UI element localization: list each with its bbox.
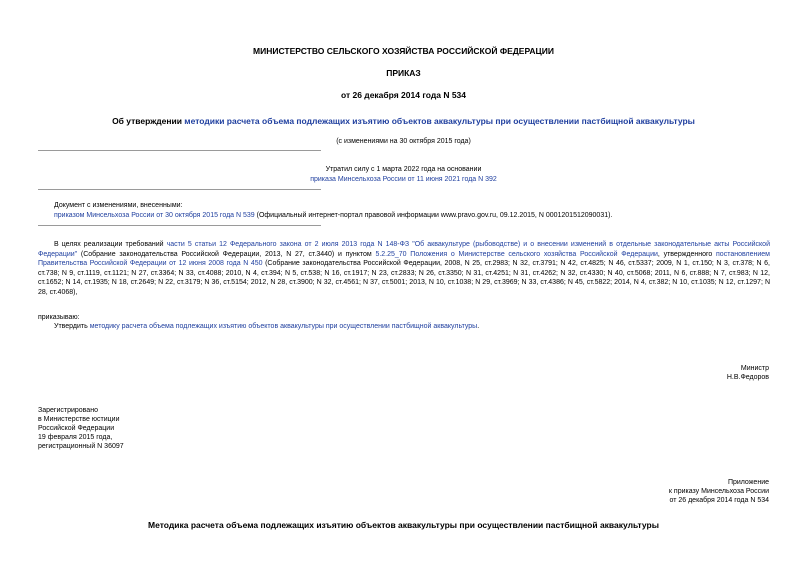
changes-order-link[interactable]: приказом Минсельхоза России от 30 октября 2015 года N 539	[54, 212, 255, 219]
separator-line	[38, 150, 321, 151]
document-title	[0, 116, 807, 126]
signature-title: Министр	[740, 365, 769, 372]
order-word: приказываю:	[38, 314, 80, 321]
signature-block	[727, 364, 769, 382]
revision-note: (с изменениями на 30 октября 2015 года)	[336, 138, 471, 145]
approve-methodology-link[interactable]: методику расчета объема подлежащих изъятию объектов аквакультуры при осуществлении пастбищной аквакультуры	[89, 323, 478, 330]
changes-label: Документ с изменениями, внесенными:	[54, 202, 183, 209]
title-prefix: Об утверждении	[112, 116, 185, 126]
regulation-clause-link[interactable]: 5.2.25_70 Положения о Министерстве сельского хозяйства Российской Федерации	[375, 250, 658, 258]
registration-line: 19 февраля 2015 года,	[38, 434, 113, 441]
registration-line: Зарегистрировано	[38, 407, 98, 414]
registration-block	[38, 406, 124, 451]
preamble-text-c: , утвержденного	[657, 250, 717, 258]
appendix-line: к приказу Минсельхоза России	[668, 488, 769, 495]
lost-force-text: Утратил силу с 1 марта 2022 года на основании	[325, 166, 482, 173]
date-number-heading: от 26 декабря 2014 года N 534	[340, 90, 467, 100]
signature-name: Н.В.Федоров	[726, 374, 769, 381]
preamble-text-a: В целях реализации требований	[54, 241, 167, 248]
federal-law-link[interactable]: части 5 статьи 12 Федерального закона от 2 июля 2013 года N 148-ФЗ "Об аквакультуре (рыбоводстве) и о внесении изменений в отдельные законодательные акты Российской Федерации"	[38, 241, 770, 258]
changes-entry	[54, 211, 774, 220]
lost-force-order-link[interactable]: приказа Минсельхоза России от 11 июня 2021 года N 392	[310, 176, 497, 183]
registration-line: Российской Федерации	[38, 425, 115, 432]
lost-force-order-link-wrap	[0, 175, 807, 184]
separator-line	[38, 189, 321, 190]
government-decree-link[interactable]: постановлением Правительства Российской Федерации от 12 июня 2008 года N 450	[38, 250, 770, 267]
preamble-text-d: (Собрание законодательства Российской Федерации, 2008, N 25, ст.2983; N 32, ст.3791; N 42, ст.4825; N 46, ст.5337; 2009, N 1, ст.150; N 3, ст.378; N 6, ст.738; N 9, ст.1119, ст.1121; N 27, ст.3364; N 33, ст.4088; 2010, N 4, ст.394; N 5, ст.538; N 16, ст.1917; N 23, ст.2833; N 26, ст.3350; N 31, ст.4251; N 31, ст.4262; N 32, ст.4330; N 40, ст.5068; 2011, N 6, ст.888; N 7, ст.983; N 12, ст.1652; N 14, ст.1935; N 18, ст.2649; N 22, ст.3179; N 36, ст.5154; 2012, N 28, ст.3900; N 32, ст.4561; N 37, ст.5001; 2013, N 10, ст.1038; N 29, ст.3969; N 33, ст.4386; N 45, ст.5822; 2014, N 4, ст.382; N 10, ст.1035; N 12, ст.1297; N 28, ст.4068),	[38, 260, 770, 296]
registration-line: в Министерстве юстиции	[38, 416, 120, 423]
appendix-line: от 26 декабря 2014 года N 534	[669, 497, 769, 504]
separator-line	[38, 225, 321, 226]
appendix-block	[669, 478, 769, 505]
preamble-paragraph	[38, 240, 770, 297]
appendix-line: Приложение	[727, 479, 769, 486]
ministry-heading: МИНИСТЕРСТВО СЕЛЬСКОГО ХОЗЯЙСТВА РОССИЙСКОЙ ФЕДЕРАЦИИ	[253, 46, 554, 56]
approve-text-b: .	[477, 323, 480, 330]
approve-text-a: Утвердить	[54, 323, 90, 330]
methodology-title: Методика расчета объема подлежащих изъятию объектов аквакультуры при осуществлении пастбищной аквакультуры	[148, 520, 659, 530]
doc-type-heading: ПРИКАЗ	[386, 68, 421, 78]
preamble-text-b: (Собрание законодательства Российской Федерации, 2013, N 27, ст.3440) и пунктом	[77, 250, 376, 258]
title-methodology-link[interactable]: методики расчета объема подлежащих изъятию объектов аквакультуры при осуществлении пастбищной аквакультуры	[184, 116, 695, 126]
registration-line: регистрационный N 36097	[38, 443, 124, 450]
approve-paragraph	[54, 322, 770, 331]
changes-source: (Официальный интернет-портал правовой информации www.pravo.gov.ru, 09.12.2015, N 0001201512090031).	[254, 212, 613, 219]
